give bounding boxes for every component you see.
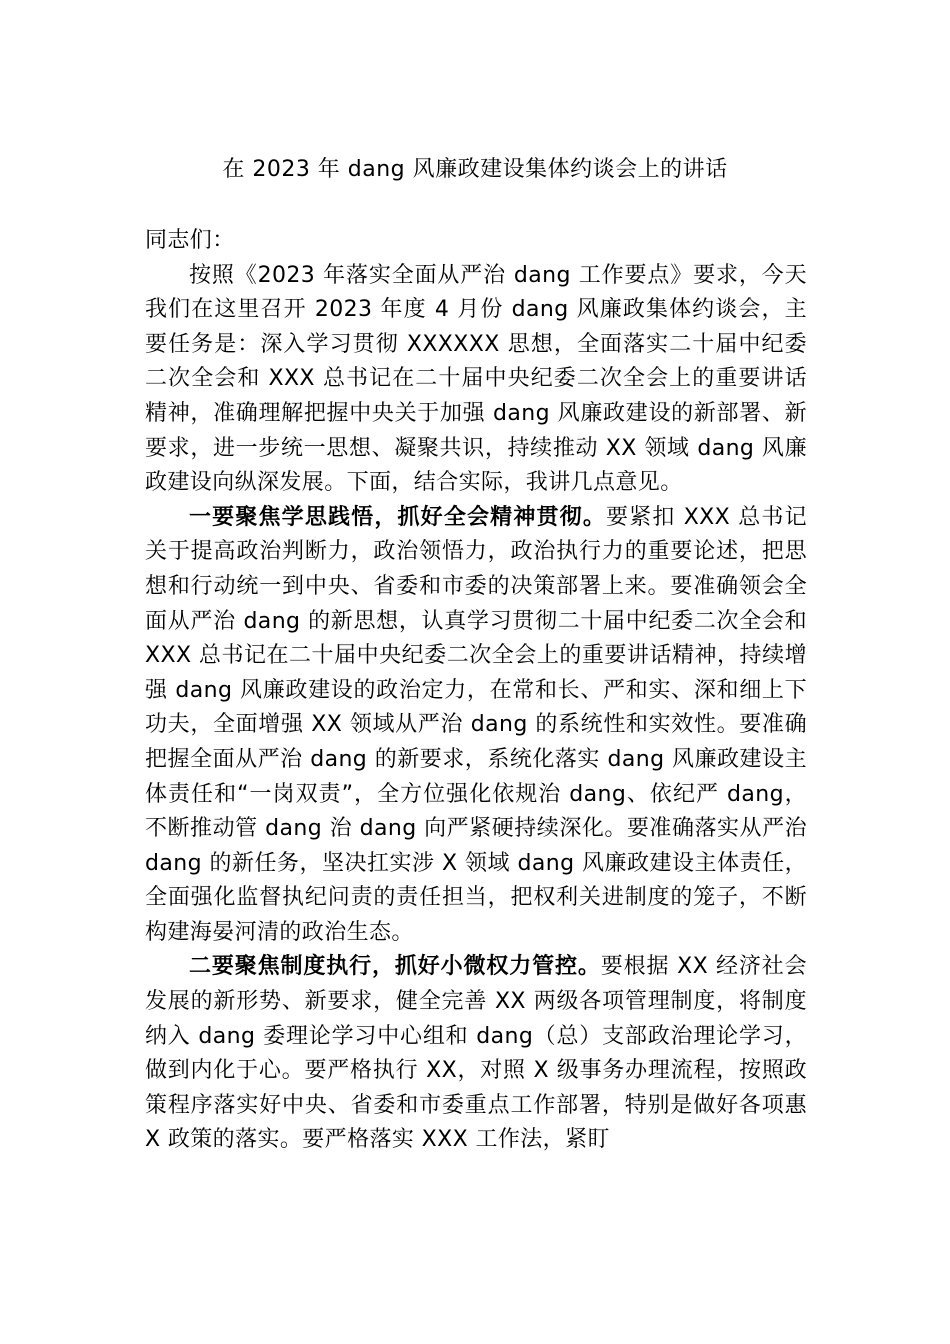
paragraph-text: 按照《2023 年落实全面从严治 dang 工作要点》要求，今天我们在这里召开 2023 年度 4 月份 dang 风廉政集体约谈会，主要任务是：深入学习贯彻 XXXXXX 思想，全面落实二十届中纪委二次全会和 XXX 总书记在二十届中央纪委二次全会上的重要讲话精神，准确理解把握中央关于加强 dang 风廉政建设的新部署、新要求，进一步统一思想、凝聚共识，持续推动 XX 领域 dang 风廉政建设向纵深发展。下面，结合实际，我讲几点意见。 — [145, 262, 807, 496]
paragraph-point-one — [145, 501, 807, 951]
paragraph-text: 要紧扣 XXX 总书记关于提高政治判断力，政治领悟力，政治执行力的重要论述，把思想和行动统一到中央、省委和市委的决策部署上来。要准确领会全面从严治 dang 的新思想，认真学习贯彻二十届中纪委二次全会和 XXX 总书记在二十届中央纪委二次全会上的重要讲话精神，持续增强 dang 风廉政建设的政治定力，在常和长、严和实、深和细上下功夫，全面增强 XX 领域从严治 dang 的系统性和实效性。要准确把握全面从严治 dang 的新要求，系统化落实 dang 风廉政建设主体责任和“一岗双责”，全方位强化依规治 dang、依纪严 dang，不断推动管 dang 治 dang 向严紧硬持续深化。要准确落实从严治 dang 的新任务，坚决扛实涉 X 领域 dang 风廉政建设主体责任，全面强化监督执纪问责的责任担当，把权利关进制度的笼子，不断构建海晏河清的政治生态。 — [145, 504, 808, 945]
document-title: 在 2023 年 dang 风廉政建设集体约谈会上的讲话 — [222, 157, 728, 182]
salutation: 同志们： — [145, 228, 235, 253]
document-body — [145, 224, 807, 1158]
paragraph-lead: 二要聚焦制度执行，抓好小微权力管控。 — [189, 954, 601, 980]
paragraph-intro — [145, 259, 807, 501]
paragraph-point-two — [145, 950, 807, 1158]
paragraph-text: 要根据 XX 经济社会发展的新形势、新要求，健全完善 XX 两级各项管理制度，将制度纳入 dang 委理论学习中心组和 dang（总）支部政治理论学习，做到内化于心。要严格执行 XX，对照 X 级事务办理流程，按照政策程序落实好中央、省委和市委重点工作部署，特别是做好各项惠 X 政策的落实。要严格落实 XXX 工作法，紧盯 — [145, 954, 808, 1153]
paragraph-lead: 一要聚焦学思践悟，抓好全会精神贯彻。 — [189, 504, 607, 530]
